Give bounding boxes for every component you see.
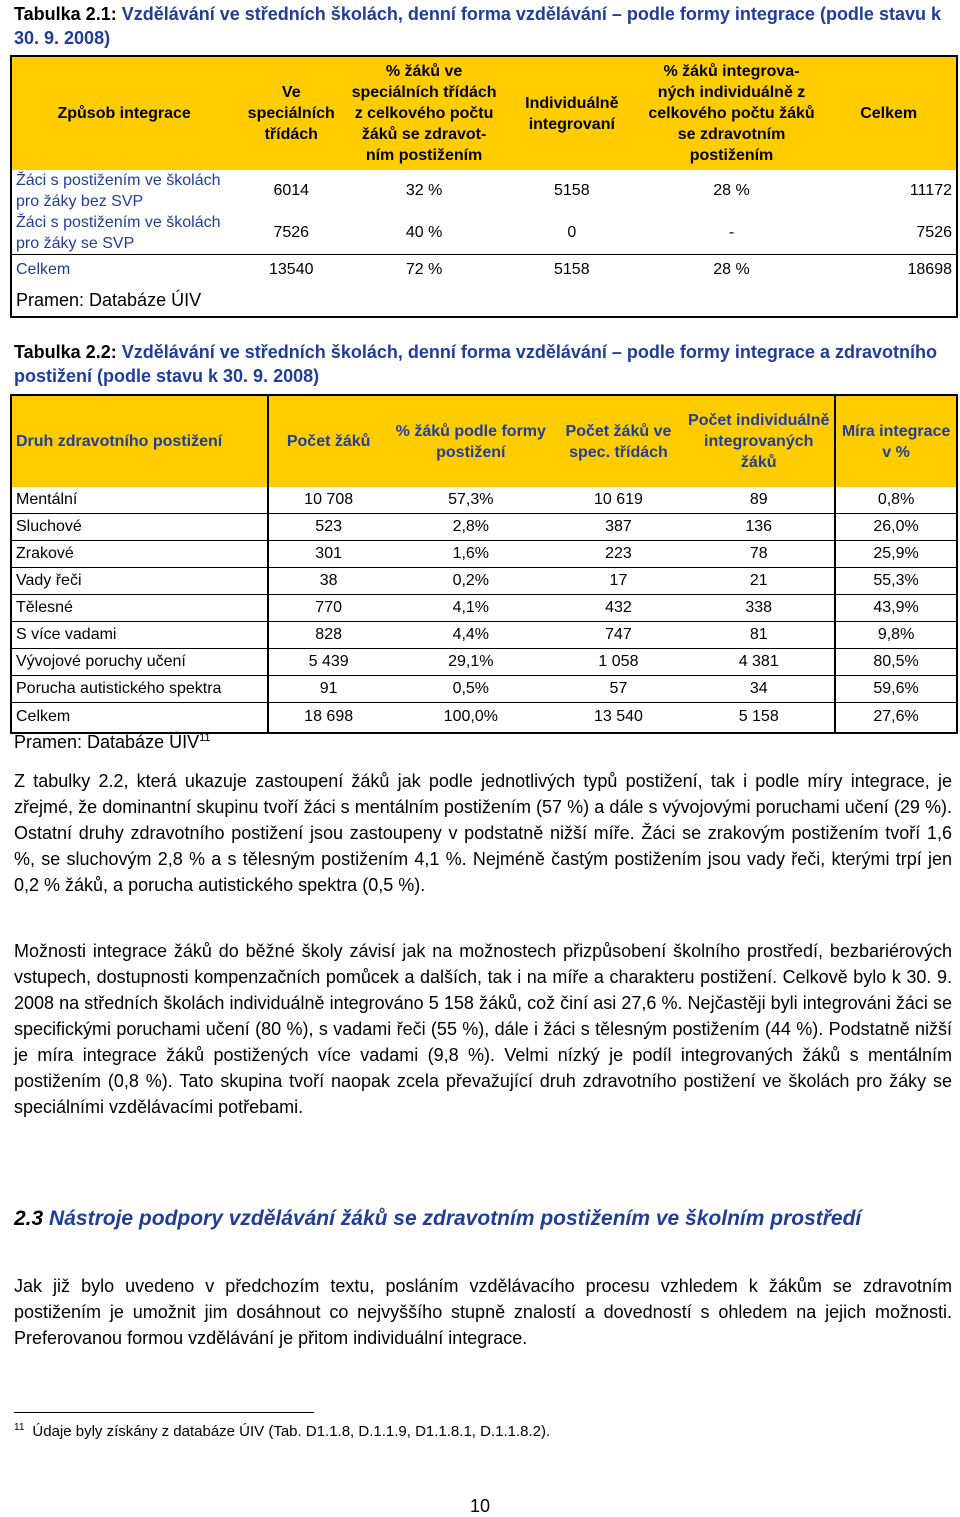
table2-cell: 100,0% <box>443 708 498 726</box>
table1-cell: 72 % <box>346 255 502 285</box>
table2-cell: 523 <box>268 514 388 541</box>
paragraph: Z tabulky 2.2, která ukazuje zastoupení žáků jak podle jednotlivých typů postižení, tak i podle míry integrace, je zřejmé, že dominantní skupinu tvoří žáci s mentálním postižením (57 %) a dále s vývojovými poruchami učení (29 %). Ostatní druhy zdravotního postižení jsou zastoupeny v podstatně nižší míře. Žáci se zrakovým postižením tvoří 1,6 %, se sluchovým 2,8 % a s tělesným postižením 4,1 %. Nejméně častým postižením jsou vady řeči, kterými trpí jen 0,2 % žáků, a porucha autistického spektra (0,5 %). <box>14 771 952 895</box>
table2-caption-prefix: Tabulka 2.2: <box>14 342 117 362</box>
table2-row-label: Tělesné <box>11 595 268 622</box>
table2-row-label: Zrakové <box>11 541 268 568</box>
table1-caption-text: Vzdělávání ve středních školách, denní forma vzdělávání – podle formy integrace (podle stavu k 30. 9. 2008) <box>14 4 941 48</box>
table-row <box>11 568 957 595</box>
table-row <box>11 255 957 285</box>
table2-cell: 5 439 <box>268 649 388 676</box>
section-number: 2.3 <box>14 1207 44 1230</box>
table2-cell: 223 <box>554 541 684 568</box>
table1-cell: 13540 <box>236 255 346 285</box>
table1-cell: 40 % <box>405 224 443 241</box>
table2-cell: 25,9% <box>835 541 957 568</box>
table1-caption-prefix: Tabulka 2.1: <box>14 4 117 24</box>
table1 <box>10 55 958 318</box>
table2-caption-text: Vzdělávání ve středních školách, denní forma vzdělávání – podle formy integrace a zdravotního postižení (podle stavu k 30. 9. 2008) <box>14 342 937 386</box>
table2-cell: 1,6% <box>388 541 554 568</box>
table2-cell: 4,4% <box>388 622 554 649</box>
table2-cell: 301 <box>268 541 388 568</box>
table2-source-text: Pramen: Databáze ÚIV <box>14 732 200 752</box>
table2-cell: 81 <box>683 622 835 649</box>
table2-cell: 1 058 <box>554 649 684 676</box>
table2-cell: 29,1% <box>388 649 554 676</box>
table-row <box>11 212 957 255</box>
footnote <box>14 1422 550 1440</box>
table2-row-label: S více vadami <box>11 622 268 649</box>
table2-cell: 57,3% <box>388 487 554 514</box>
table1-source: Pramen: Databáze ÚIV <box>16 289 202 310</box>
table-row <box>11 649 957 676</box>
table2-source <box>14 732 211 753</box>
table1-row-label: Žáci s postižením ve školách pro žáky se SVP <box>16 214 221 252</box>
section-paragraph: Jak již bylo uvedeno v předchozím textu, posláním vzdělávacího procesu vzhledem k žákům se zdravotním postižením je umožnit jim dosáhnout co nejvyššího stupně znalostí a dovedností s ohledem na jejich možnosti. Preferovanou formou vzdělávání je přitom individuální integrace. <box>14 1276 952 1348</box>
table2-cell: 5 158 <box>738 708 779 726</box>
table2-row-label: Vady řeči <box>11 568 268 595</box>
table2-header-cell: % žáků podle formy postižení <box>388 395 554 487</box>
table1-cell: 0 <box>567 224 577 241</box>
table2-cell: 17 <box>554 568 684 595</box>
table2-cell: 55,3% <box>835 568 957 595</box>
table2-cell: 4 381 <box>683 649 835 676</box>
table1-row-label: Celkem <box>11 255 236 285</box>
table2-cell: 136 <box>683 514 835 541</box>
table2-cell: 21 <box>683 568 835 595</box>
table2-cell: 38 <box>268 568 388 595</box>
table2-cell: 9,8% <box>835 622 957 649</box>
table2-header-cell: Počet individuálně integrovaných žáků <box>683 395 835 487</box>
table2-cell: 828 <box>268 622 388 649</box>
section-title: Nástroje podpory vzdělávání žáků se zdravotním postižením ve školním prostředí <box>49 1207 862 1230</box>
table1-cell: 32 % <box>405 182 443 199</box>
table2-cell: 59,6% <box>835 676 957 703</box>
table-row <box>11 676 957 703</box>
table2-cell: 89 <box>683 487 835 514</box>
table2-header-cell: Počet žáků <box>268 395 388 487</box>
table1-cell: 6014 <box>273 182 310 199</box>
table1-header-cell: Způsob integrace <box>11 56 236 170</box>
table2-cell: 43,9% <box>835 595 957 622</box>
table2-cell: 27,6% <box>835 703 957 733</box>
table1-cell: 7526 <box>273 224 310 241</box>
table-row <box>11 514 957 541</box>
table2-cell: 338 <box>683 595 835 622</box>
table2-cell: 747 <box>554 622 684 649</box>
table1-header-cell: % žáků ve speciálních třídách z celkového počtu žáků se zdravot-ním postižením <box>346 56 502 170</box>
table1-caption <box>14 2 944 50</box>
table2-cell: 57 <box>554 676 684 703</box>
table1-row-label: Žáci s postižením ve školách pro žáky bez SVP <box>16 172 221 210</box>
table1-header-cell: Ve speciálních třídách <box>236 56 346 170</box>
table2-cell: 91 <box>268 676 388 703</box>
table2-cell: 13 540 <box>593 708 643 726</box>
table2-row-label: Sluchové <box>11 514 268 541</box>
footnote-divider <box>14 1412 314 1413</box>
table1-cell: 5158 <box>554 182 590 199</box>
table2-row-label: Porucha autistického spektra <box>11 676 268 703</box>
table2-header-cell: Druh zdravotního postižení <box>11 395 268 487</box>
table2-row-label: Vývojové poruchy učení <box>11 649 268 676</box>
table-row <box>11 170 957 212</box>
table-row <box>11 541 957 568</box>
table2-cell: 2,8% <box>388 514 554 541</box>
table2-cell: 18 698 <box>268 703 388 733</box>
table1-cell: 18698 <box>821 255 957 285</box>
table-row <box>11 595 957 622</box>
table2-cell: 0,2% <box>388 568 554 595</box>
table2-cell: 432 <box>554 595 684 622</box>
table1-header-cell: % žáků integrova-ných individuálně z celkového počtu žáků se zdravotním postižením <box>642 56 822 170</box>
footnote-ref: 11 <box>199 732 211 744</box>
table2-cell: 78 <box>683 541 835 568</box>
table2-cell: 0,5% <box>388 676 554 703</box>
table1-header-cell: Individuálně integrovaní <box>502 56 642 170</box>
footnote-number: 11 <box>14 1422 25 1433</box>
table-row <box>11 703 957 733</box>
table2-cell: 34 <box>683 676 835 703</box>
table1-cell: 28 % <box>713 182 750 199</box>
page-number: 10 <box>469 1496 491 1516</box>
footnote-text: Údaje byly získány z databáze ÚIV (Tab. D1.1.8, D.1.1.9, D1.1.8.1, D.1.1.8.2). <box>32 1423 551 1440</box>
table1-cell: 28 % <box>642 255 822 285</box>
table1-header-cell: Celkem <box>821 56 957 170</box>
table2-cell: 387 <box>554 514 684 541</box>
table2 <box>10 394 958 734</box>
table-row <box>11 487 957 514</box>
table2-row-label: Celkem <box>16 708 71 726</box>
table2-header-cell: Počet žáků ve spec. třídách <box>554 395 684 487</box>
paragraph: Možnosti integrace žáků do běžné školy závisí jak na možnostech přizpůsobení školního prostředí, bezbariérových vstupech, dostupnosti kompenzačních pomůcek a dalších, tak i na míře a charakteru postižení. Celkově bylo k 30. 9. 2008 na středních školách individuálně integrováno 5 158 žáků, což činí asi 27,6 %. Nejčastěji byli integrováni žáci se specifickými poruchami učení (80 %), s vadami řeči (55 %), dále i žáci s tělesným postižením (44 %). Podstatně nižší je míra integrace žáků postižených více vadami (9,8 %). Velmi nízký je podíl integrovaných žáků s mentálním postižením (0,8 %). Tato skupina tvoří naopak zcela převažující druh zdravotního postižení ve školách pro žáky se speciálními vzdělávacími potřebami. <box>14 941 952 1117</box>
table2-cell: 770 <box>268 595 388 622</box>
table2-cell: 0,8% <box>835 487 957 514</box>
table1-cell: 11172 <box>909 182 952 199</box>
section-heading <box>14 1205 944 1232</box>
table2-cell: 4,1% <box>388 595 554 622</box>
table2-caption <box>14 340 944 388</box>
table1-cell: 7526 <box>916 224 952 241</box>
table2-row-label: Mentální <box>11 487 268 514</box>
table2-cell: 26,0% <box>835 514 957 541</box>
table-row <box>11 622 957 649</box>
table2-cell: 10 708 <box>268 487 388 514</box>
table1-cell: 5158 <box>502 255 642 285</box>
table2-header-cell: Míra integrace v % <box>835 395 957 487</box>
table1-cell: - <box>728 224 735 241</box>
table2-cell: 10 619 <box>554 487 684 514</box>
table2-cell: 80,5% <box>835 649 957 676</box>
